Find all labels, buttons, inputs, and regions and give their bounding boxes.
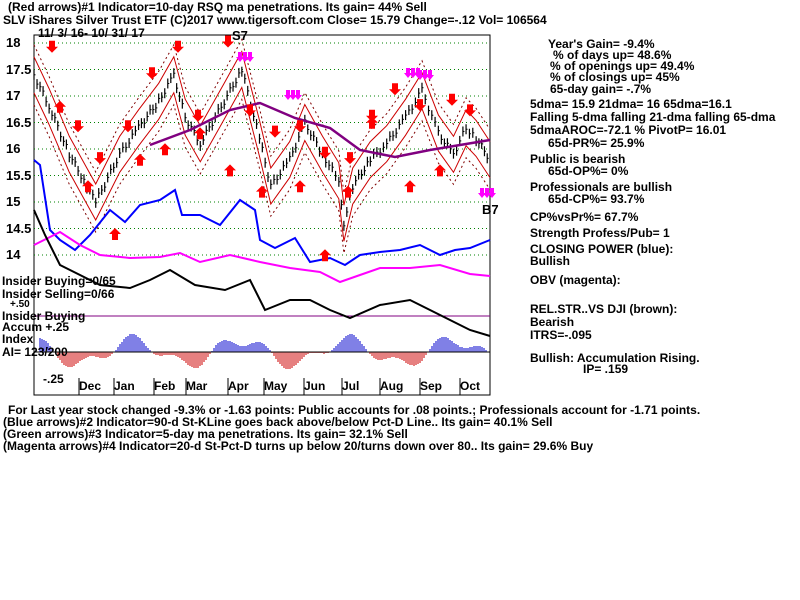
stat-closings-up: % of closings up= 45%: [550, 70, 680, 84]
month-label: Jul: [342, 379, 360, 393]
stat-falling: Falling 5-dma falling 21-dma falling 65-dma: [530, 110, 776, 124]
buy-arrow-icon: [294, 180, 306, 192]
month-label: Dec: [79, 379, 102, 393]
magenta-arrow-icon: [294, 90, 302, 100]
stat-op: 65d-OP%= 0%: [548, 164, 629, 178]
month-label: Aug: [380, 379, 404, 393]
sell-arrow-icon: [269, 126, 281, 138]
stat-relstr-state: Bearish: [530, 315, 575, 329]
y-tick-label: 16: [6, 141, 21, 156]
stat-relstr: REL.STR..VS DJI (brown):: [530, 302, 678, 316]
buy-arrow-icon: [159, 143, 171, 155]
y-tick-label: 16.5: [6, 115, 32, 130]
y-tick-label: 17.5: [6, 62, 32, 77]
minus50-label: +.50: [10, 299, 30, 310]
buy-arrow-icon: [224, 164, 236, 176]
sell-arrow-icon: [46, 41, 58, 53]
buy-arrow-icon: [54, 101, 66, 113]
stat-years-gain: Year's Gain= -9.4%: [548, 37, 655, 51]
header-ticker-line: SLV iShares Silver Trust ETF (C)2017 www.tigersoft.com Close= 15.79 Change=-.12 Vol= 106564: [3, 13, 547, 27]
month-label: Jun: [304, 379, 326, 393]
stat-obv: OBV (magenta):: [530, 273, 621, 287]
stat-aroc: 5dmaAROC=-72.1 % PivotP= 16.01: [530, 123, 727, 137]
magenta-arrow-icon: [426, 70, 434, 80]
s7-signal-label: S7: [232, 28, 248, 43]
stat-closing-power: CLOSING POWER (blue):: [530, 242, 674, 256]
month-label: Apr: [228, 379, 249, 393]
stat-ip: IP= .159: [583, 362, 629, 376]
month-label: Mar: [186, 379, 208, 393]
stat-dma: 5dma= 15.9 21dma= 16 65dma=16.1: [530, 97, 732, 111]
sell-arrow-icon: [294, 120, 306, 132]
ai-value: AI= 123/200: [2, 345, 68, 359]
sell-arrow-icon: [344, 152, 356, 164]
stat-cp: 65d-CP%= 93.7%: [548, 192, 645, 206]
stat-65day-gain: 65-day gain= -.7%: [550, 82, 652, 96]
sell-arrow-icon: [319, 147, 331, 159]
date-range: 11/ 3/ 16- 10/ 31/ 17: [38, 26, 145, 40]
header-indicator-line: (Red arrows)#1 Indicator=10-day RSQ ma penetrations. Its gain= 44% Sell: [8, 0, 427, 14]
minus25-label: -.25: [43, 372, 64, 386]
magenta-arrow-icon: [246, 52, 254, 62]
stat-public: Public is bearish: [530, 152, 626, 166]
buy-arrow-icon: [366, 117, 378, 129]
stat-strength: Strength Profess/Pub= 1: [530, 226, 670, 240]
sell-arrow-icon: [192, 110, 204, 122]
month-label: Jan: [114, 379, 135, 393]
stat-pros: Professionals are bullish: [530, 180, 673, 194]
sell-arrow-icon: [446, 94, 458, 106]
y-tick-label: 15: [6, 194, 21, 209]
y-tick-label: 15.5: [6, 168, 32, 183]
insider-buying-label: Insider Buying: [2, 309, 86, 323]
month-label: Oct: [460, 379, 481, 393]
buy-arrow-icon: [194, 127, 206, 139]
sell-arrow-icon: [94, 152, 106, 164]
buy-arrow-icon: [134, 154, 146, 166]
stat-days-up: % of days up= 48.6%: [553, 48, 672, 62]
footer-line: (Green arrows)#3 Indicator=5-day ma penetrations. Its gain= 32.1% Sell: [3, 427, 408, 441]
footer-line: (Magenta arrows)#4 Indicator=20-d St-Pct-D turns up below 20/turns down over 80.. Its gain= 29.6% Buy: [3, 439, 594, 453]
sell-arrow-icon: [146, 67, 158, 79]
stat-cp-state: Bullish: [530, 254, 571, 268]
month-label: Feb: [154, 379, 176, 393]
y-tick-label: 17: [6, 88, 21, 103]
month-label: Sep: [420, 379, 443, 393]
footer-line: (Blue arrows)#2 Indicator=90-d St-KLine goes back above/below Pct-D Line.. Its gain= 40.1% Sell: [3, 415, 553, 429]
insider-buying-ratio: Insider Buying=0/65: [2, 274, 116, 288]
month-label: May: [264, 379, 288, 393]
stat-itrs: ITRS=-.095: [530, 328, 592, 342]
buy-arrow-icon: [404, 180, 416, 192]
y-tick-label: 18: [6, 35, 21, 50]
insider-selling-ratio: Insider Selling=0/66: [2, 287, 115, 301]
stat-pr: 65d-PR%= 25.9%: [548, 136, 645, 150]
sell-arrow-icon: [389, 83, 401, 95]
buy-arrow-icon: [256, 186, 268, 198]
y-tick-label: 14.5: [6, 221, 32, 236]
buy-arrow-icon: [434, 164, 446, 176]
accum-label: Accum +.25: [2, 320, 70, 334]
b7-signal-label: B7: [482, 202, 499, 217]
stat-cpvspr: CP%vsPr%= 67.7%: [530, 210, 639, 224]
stat-openings-up: % of openings up= 49.4%: [550, 59, 695, 73]
y-tick-label: 14: [6, 247, 21, 262]
buy-arrow-icon: [109, 228, 121, 240]
sell-arrow-icon: [464, 104, 476, 116]
stat-accum: Bullish: Accumulation Rising.: [530, 351, 700, 365]
index-label: Index: [2, 332, 34, 346]
magenta-arrow-icon: [488, 188, 496, 198]
footer-line: For Last year stock changed -9.3% or -1.63 points: Public accounts for .08 points.; Professionals account for -1.71 points.: [8, 403, 701, 417]
